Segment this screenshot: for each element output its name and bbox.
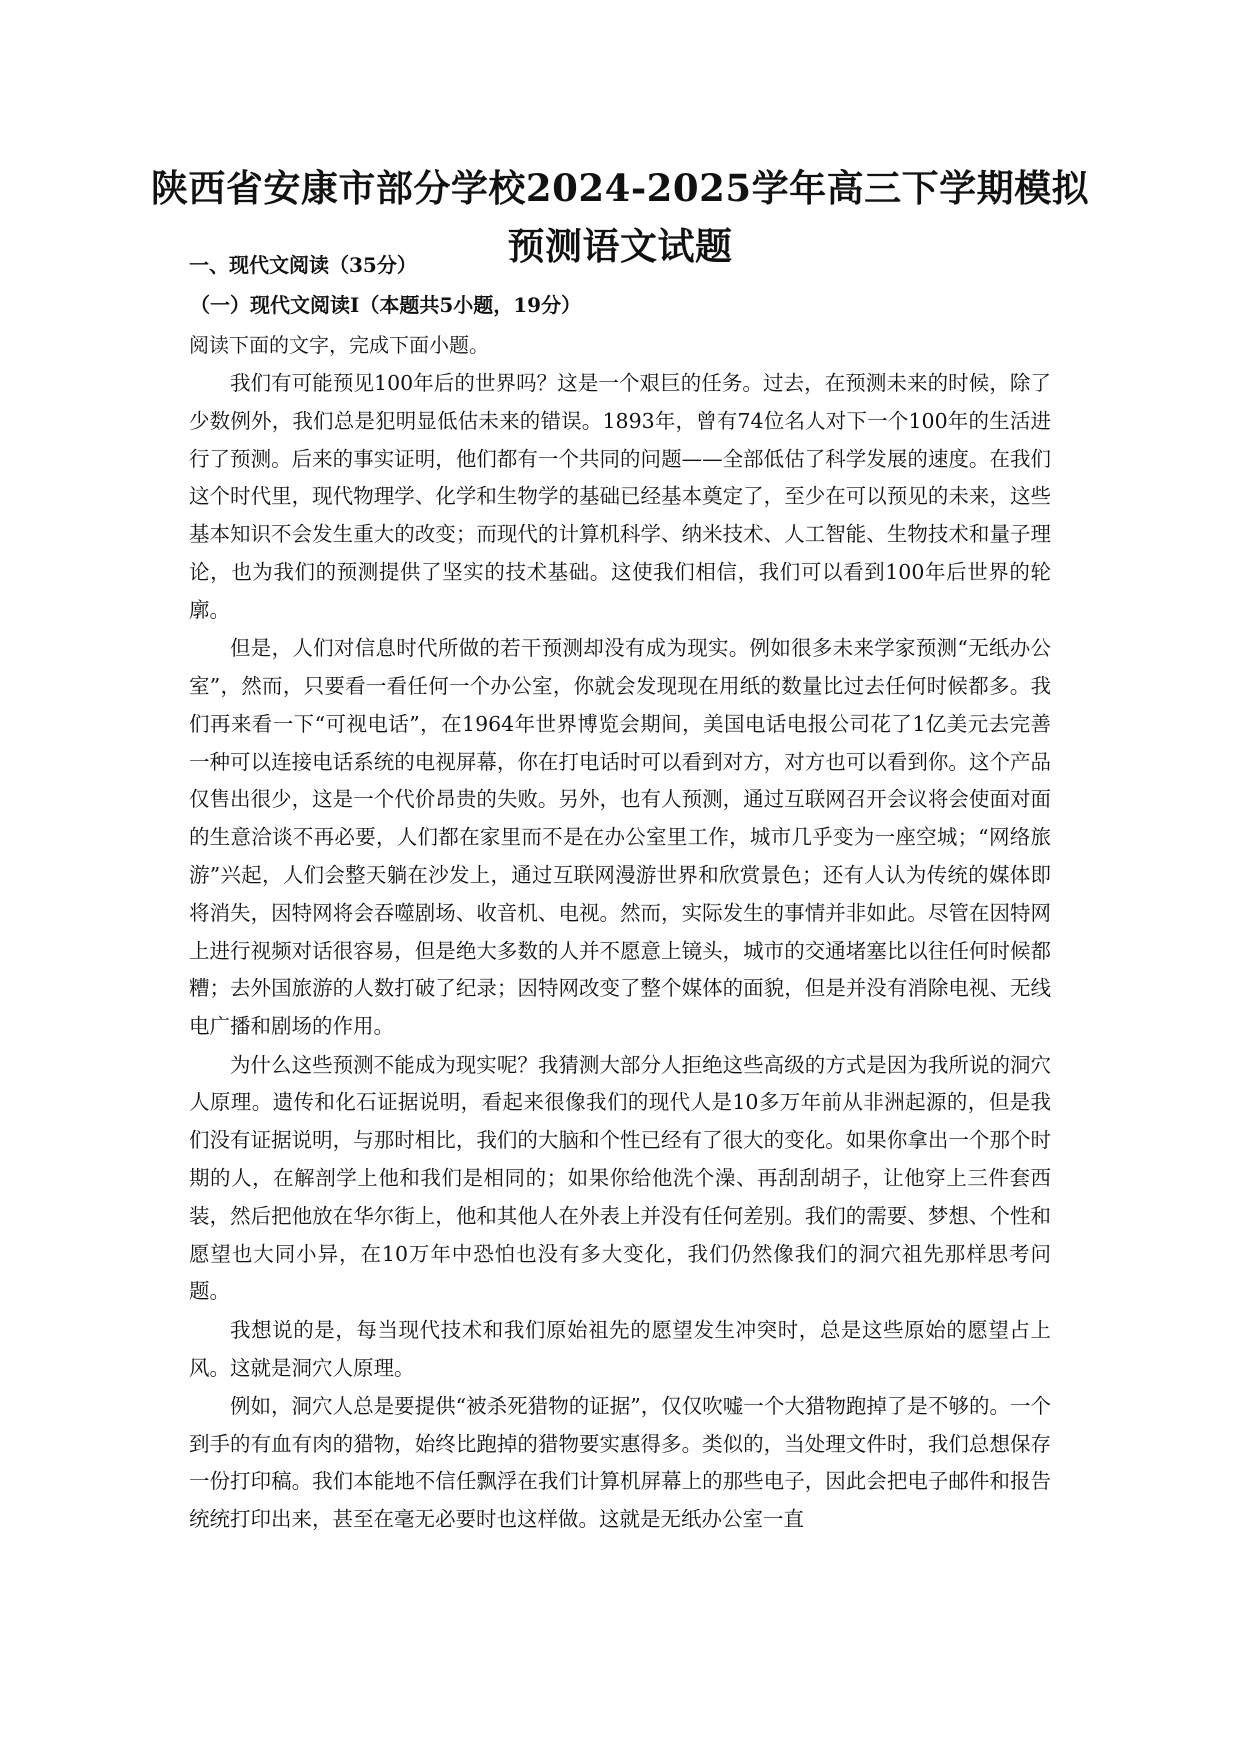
subsection-heading: （一）现代文阅读Ⅰ（本题共5小题，19分） xyxy=(190,293,582,317)
passage-paragraph-5: 例如，洞穴人总是要提供“被杀死猎物的证据”，仅仅吹嘘一个大猎物跑掉了是不够的。一个到手的有血有肉的猎物，始终比跑掉的猎物要实惠得多。类似的，当处理文件时，我们总想保存一份打印稿。我们本能地不信任飘浮在我们计算机屏幕上的那些电子，因此会把电子邮件和报告统统打印出来，甚至在毫无必要时也这样做。这就是无纸办公室一直 xyxy=(189,1393,1051,1532)
reading-passage xyxy=(189,365,1051,1540)
passage-paragraph-2: 但是，人们对信息时代所做的若干预测却没有成为现实。例如很多未来学家预测“无纸办公室”，然而，只要看一看任何一个办公室，你就会发现现在用纸的数量比过去任何时候都多。我们再来看一下“可视电话”，在1964年世界博览会期间，美国电话电报公司花了1亿美元去完善一种可以连接电话系统的电视屏幕，你在打电话时可以看到对方，对方也可以看到你。这个产品仅售出很少，这是一个代价昂贵的失败。另外，也有人预测，通过互联网召开会议将会使面对面的生意洽谈不再必要，人们都在家里而不是在办公室里工作，城市几乎变为一座空城；“网络旅游”兴起，人们会整天躺在沙发上，通过互联网漫游世界和欣赏景色；还有人认为传统的媒体即将消失，因特网将会吞噬剧场、收音机、电视。然而，实际发生的事情并非如此。尽管在因特网上进行视频对话很容易，但是绝大多数的人并不愿意上镜头，城市的交通堵塞比以往任何时候都糟；去外国旅游的人数打破了纪录；因特网改变了整个媒体的面貌，但是并没有消除电视、无线电广播和剧场的作用。 xyxy=(189,636,1051,1039)
section-heading: 一、现代文阅读（35分） xyxy=(189,253,417,277)
exam-title-line-2: 预测语文试题 xyxy=(507,224,733,268)
passage-paragraph-3: 为什么这些预测不能成为现实呢？我猜测大部分人拒绝这些高级的方式是因为我所说的洞穴人原理。遗传和化石证据说明，看起来很像我们的现代人是10多万年前从非洲起源的，但是我们没有证据说明，与那时相比，我们的大脑和个性已经有了很大的变化。如果你拿出一个那个时期的人，在解剖学上他和我们是相同的；如果你给他洗个澡、再刮刮胡子，让他穿上三件套西装，然后把他放在华尔街上，他和其他人在外表上并没有任何差别。我们的需要、梦想、个性和愿望也大同小异，在10万年中恐怕也没有多大变化，我们仍然像我们的洞穴祖先那样思考问题。 xyxy=(189,1052,1051,1304)
exam-title-line-1: 陕西省安康市部分学校2024-2025学年高三下学期模拟 xyxy=(150,166,1090,210)
passage-paragraph-4: 我想说的是，每当现代技术和我们原始祖先的愿望发生冲突时，总是这些原始的愿望占上风。这就是洞穴人原理。 xyxy=(189,1317,1051,1380)
reading-instruction: 阅读下面的文字，完成下面小题。 xyxy=(189,333,489,357)
passage-paragraph-1: 我们有可能预见100年后的世界吗？这是一个艰巨的任务。过去，在预测未来的时候，除了少数例外，我们总是犯明显低估未来的错误。1893年，曾有74位名人对下一个100年的生活进行了预测。后来的事实证明，他们都有一个共同的问题——全部低估了科学发展的速度。在我们这个时代里，现代物理学、化学和生物学的基础已经基本奠定了，至少在可以预见的未来，这些基本知识不会发生重大的改变；而现代的计算机科学、纳米技术、人工智能、生物技术和量子理论，也为我们的预测提供了坚实的技术基础。这使我们相信，我们可以看到100年后世界的轮廓。 xyxy=(189,371,1051,622)
